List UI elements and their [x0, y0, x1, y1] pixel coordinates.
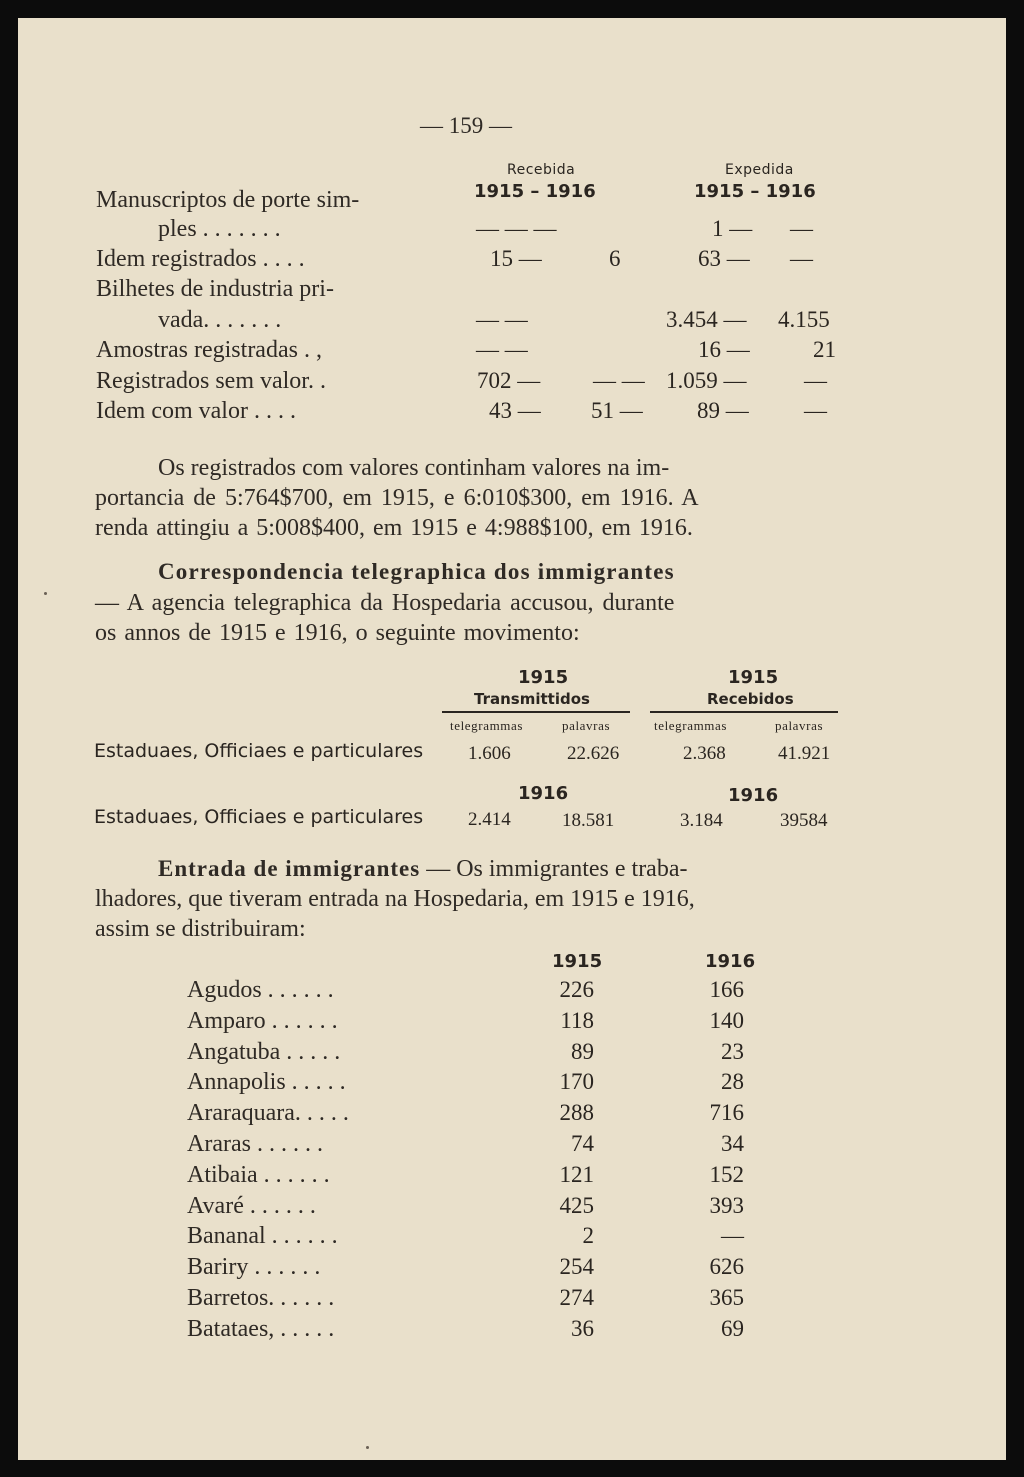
- t2-year: 1915: [728, 667, 779, 688]
- paragraph-line: os annos de 1915 e 1916, o seguinte movimento:: [95, 620, 580, 646]
- t2-year: 1915: [518, 667, 569, 688]
- t3-value-1916: 716: [709, 1100, 744, 1125]
- sent-heading: Expedida: [725, 162, 794, 178]
- t2-group-heading: Transmittidos: [474, 690, 590, 708]
- t2-subheading: telegrammas: [450, 718, 524, 733]
- t1-label: Registrados sem valor. .: [96, 368, 326, 394]
- t3-city-label: Annapolis . . . . .: [187, 1069, 346, 1095]
- t2-rule: [442, 711, 630, 713]
- sent-years: 1915 – 1916: [694, 181, 816, 202]
- t2-value: 22.626: [567, 743, 620, 764]
- t2-value: 3.184: [680, 810, 723, 831]
- t1-sent-1915: 1.059 —: [666, 368, 747, 393]
- t1-received-1915: — —: [476, 337, 528, 362]
- t3-city-label: Bananal . . . . . .: [187, 1223, 338, 1249]
- t3-value-1916: 23: [721, 1039, 744, 1064]
- t3-value-1915: 254: [559, 1254, 594, 1279]
- t1-label: ples . . . . . . .: [158, 216, 281, 242]
- t2-row-label: Estaduaes, Officiaes e particulares: [94, 806, 424, 828]
- paragraph-line: — A agencia telegraphica da Hospedaria accusou, durante: [95, 590, 675, 616]
- t3-value-1915: 2: [582, 1223, 594, 1248]
- t3-value-1915: 170: [559, 1069, 594, 1094]
- t3-city-label: Amparo . . . . . .: [187, 1008, 338, 1034]
- t1-received-1915: — — —: [476, 216, 557, 241]
- t3-value-1916: 166: [709, 977, 744, 1002]
- paragraph-line: assim se distribuiram:: [95, 916, 306, 942]
- t3-value-1915: 226: [559, 977, 594, 1002]
- t3-city-label: Barretos. . . . . .: [187, 1285, 335, 1311]
- t2-value: 2.368: [683, 743, 726, 764]
- t3-value-1915: 89: [571, 1039, 594, 1064]
- t2-rule: [650, 711, 838, 713]
- t2-value: 39584: [780, 810, 828, 831]
- t2-subheading: palavras: [562, 718, 611, 733]
- t2-group-heading: Recebidos: [707, 690, 794, 708]
- paragraph-line: lhadores, que tiveram entrada na Hospedaria, em 1915 e 1916,: [95, 886, 695, 912]
- speck: [44, 592, 47, 595]
- speck: [366, 1446, 369, 1449]
- t2-row-label: Estaduaes, Officiaes e particulares: [94, 740, 424, 762]
- t3-city-label: Atibaia . . . . . .: [187, 1162, 330, 1188]
- t1-received-1916: 51 —: [591, 398, 643, 423]
- t3-value-1916: 69: [721, 1316, 744, 1341]
- t3-city-label: Bariry . . . . . .: [187, 1254, 321, 1280]
- t1-received-1915: 15 —: [490, 246, 542, 271]
- t1-sent-1916: —: [790, 246, 813, 271]
- t3-value-1915: 74: [571, 1131, 594, 1156]
- t2-subheading: telegrammas: [654, 718, 728, 733]
- t3-value-1916: 34: [721, 1131, 744, 1156]
- t2-value: 1.606: [468, 743, 511, 764]
- received-years: 1915 – 1916: [474, 181, 596, 202]
- t3-value-1915: 274: [559, 1285, 594, 1310]
- received-heading: Recebida: [507, 162, 576, 178]
- t3-value-1916: 140: [709, 1008, 744, 1033]
- t1-label: Idem com valor . . . .: [96, 398, 296, 424]
- t3-value-1915: 121: [559, 1162, 594, 1187]
- t3-value-1915: 288: [559, 1100, 594, 1125]
- t1-label: Idem registrados . . . .: [96, 246, 305, 272]
- section-line: [158, 857, 687, 881]
- paragraph-text: — Os immigrantes e traba-: [426, 856, 688, 882]
- t2-value: 18.581: [562, 810, 615, 831]
- page-number: — 159 —: [420, 113, 512, 138]
- t1-sent-1916: 21: [813, 337, 836, 362]
- t3-value-1916: 365: [709, 1285, 744, 1310]
- t1-sent-1915: 3.454 —: [666, 307, 747, 332]
- paragraph-line: renda attingiu a 5:008$400, em 1915 e 4:988$100, em 1916.: [95, 515, 693, 541]
- section-heading: Correspondencia telegraphica dos immigrantes: [158, 559, 675, 584]
- t1-sent-1915: 1 —: [712, 216, 753, 241]
- t3-city-label: Araras . . . . . .: [187, 1131, 323, 1157]
- t2-year: 1916: [518, 783, 569, 804]
- t3-city-label: Angatuba . . . . .: [187, 1039, 341, 1065]
- t3-value-1916: 626: [709, 1254, 744, 1279]
- t3-city-label: Avaré . . . . . .: [187, 1193, 316, 1219]
- t3-city-label: Araraquara. . . . .: [187, 1100, 349, 1126]
- t3-value-1916: —: [721, 1223, 744, 1248]
- t3-value-1916: 28: [721, 1069, 744, 1094]
- t3-city-label: Agudos . . . . . .: [187, 977, 334, 1003]
- t1-sent-1916: —: [804, 368, 827, 393]
- t3-value-1916: 393: [709, 1193, 744, 1218]
- t1-received-1916: — —: [593, 368, 645, 393]
- t1-sent-1916: 4.155: [778, 307, 830, 332]
- book-page: [18, 18, 1006, 1460]
- t1-received-1916: 6: [609, 246, 621, 271]
- t1-sent-1916: —: [790, 216, 813, 241]
- t3-value-1915: 425: [559, 1193, 594, 1218]
- t3-value-1916: 152: [709, 1162, 744, 1187]
- t1-received-1915: 702 —: [477, 368, 541, 393]
- t1-label: Amostras registradas . ,: [96, 337, 322, 363]
- paragraph-line: portancia de 5:764$700, em 1915, e 6:010$300, em 1916. A: [95, 485, 699, 511]
- t2-value: 41.921: [778, 743, 831, 764]
- t1-received-1915: 43 —: [489, 398, 541, 423]
- t1-sent-1915: 63 —: [698, 246, 750, 271]
- t3-year: 1915: [552, 951, 603, 972]
- t2-value: 2.414: [468, 809, 511, 830]
- t1-label: Bilhetes de industria pri-: [96, 276, 334, 302]
- t1-label: vada. . . . . . .: [158, 307, 282, 333]
- t2-year: 1916: [728, 785, 779, 806]
- section-heading: Entrada de immigrantes: [158, 856, 421, 881]
- t1-sent-1915: 16 —: [698, 337, 750, 362]
- paragraph-line: Os registrados com valores continham valores na im-: [158, 455, 670, 481]
- t3-year: 1916: [705, 951, 756, 972]
- t3-value-1915: 36: [571, 1316, 594, 1341]
- t2-subheading: palavras: [775, 718, 824, 733]
- t1-sent-1916: —: [804, 398, 827, 423]
- t1-received-1915: — —: [476, 307, 528, 332]
- t1-label: Manuscriptos de porte sim-: [96, 187, 360, 213]
- t3-value-1915: 118: [560, 1008, 594, 1033]
- t3-city-label: Batataes, . . . . .: [187, 1316, 335, 1342]
- t1-sent-1915: 89 —: [697, 398, 749, 423]
